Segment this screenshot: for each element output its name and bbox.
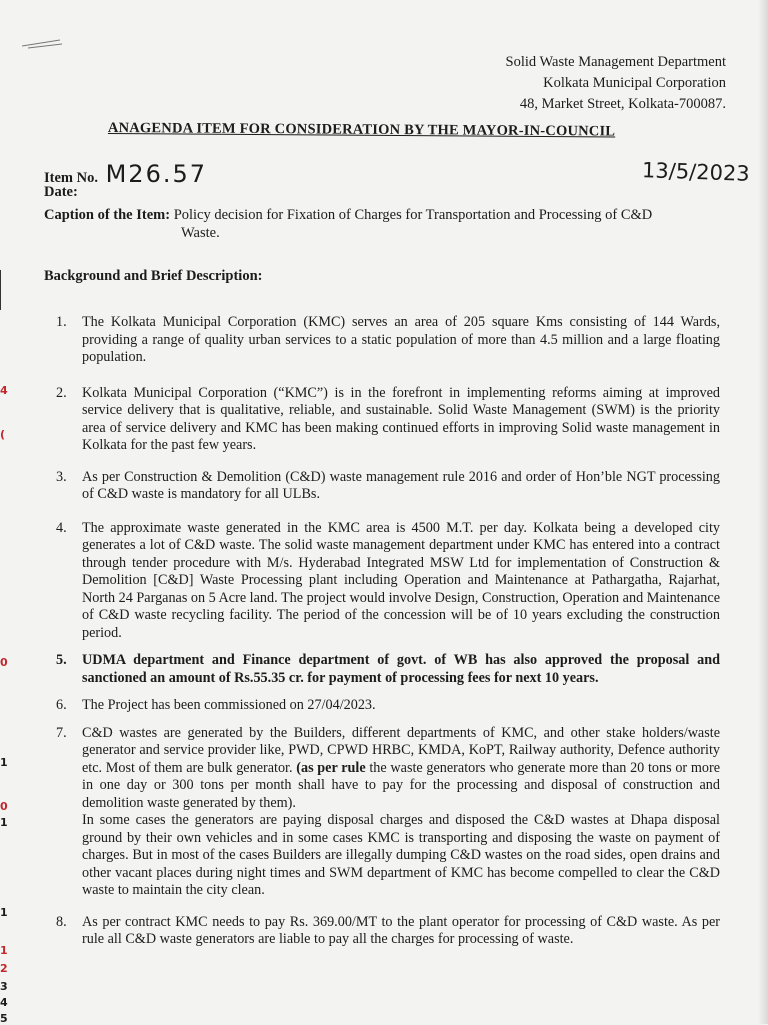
caption-of-item xyxy=(44,206,724,242)
left-margin-marks xyxy=(0,0,14,1024)
handwritten-date: 13/5/2023 xyxy=(641,158,751,186)
margin-mark: 4 xyxy=(0,996,8,1009)
date-label: Date: xyxy=(44,184,78,200)
item-no-value: M26.57 xyxy=(105,160,208,188)
margin-mark: 4 xyxy=(0,384,8,397)
list-item xyxy=(56,385,720,455)
list-number: 7. xyxy=(56,724,67,741)
caption-text-cont: Waste. xyxy=(181,225,220,241)
margin-mark: 1 xyxy=(0,756,8,769)
list-item xyxy=(56,697,720,715)
list-text: The approximate waste generated in the KMC area is 4500 M.T. per day. Kolkata being a developed city generates a lot of C&D waste. The solid waste management department under KMC has entered into a contract through tender procedure with M/s. Hyderabad Integrated MSW Ltd for implementation of Construction & Demolition [C&D] Waste Processing plant including Operation and Maintenance at Pathargatha, Rajarhat, North 24 Parganas on 5 Acre land. The project would involve Design, Construction, Operation and Maintenance of C&D waste recycling facility. The period of the concession will be of 10 years excluding the construction period. xyxy=(82,519,720,641)
agenda-title: ANAGENDA ITEM FOR CONSIDERATION BY THE MAYOR-IN-COUNCIL xyxy=(107,120,616,140)
margin-mark: 2 xyxy=(0,962,8,975)
margin-mark: 1 xyxy=(0,944,8,957)
list-number: 2. xyxy=(56,384,67,401)
list-text: As per contract KMC needs to pay Rs. 369.00/MT to the plant operator for processing of C&D waste. As per rule all C&D waste generators are liable to pay all the charges for processing of waste. xyxy=(82,913,720,947)
list-number: 4. xyxy=(56,519,67,536)
list-item xyxy=(56,520,720,643)
description-list xyxy=(56,314,720,949)
list-text-bold: (as per rule xyxy=(296,759,366,776)
margin-mark: 3 xyxy=(0,980,8,993)
margin-mark: ( xyxy=(0,428,6,441)
list-item xyxy=(56,314,720,367)
list-text: UDMA department and Finance department of govt. of WB has also approved the proposal and sanctioned an amount of Rs.55.35 cr. for payment of processing fees for next 10 years. xyxy=(82,652,720,686)
list-number: 6. xyxy=(56,697,67,713)
list-text: The Kolkata Municipal Corporation (KMC) serves an area of 205 square Kms consisting of 144 Wards, providing a range of quality urban services to a static population of more than 4.5 million and a large floating population. xyxy=(82,314,720,365)
list-text-part: the waste generators who generate more than 20 tons or more in one day or 300 tons per month shall have to pay for the processing and disposal of construction and demolition waste generated by them). xyxy=(82,759,720,811)
address-line-1: Solid Waste Management Department xyxy=(505,54,726,70)
caption-label: Caption of the Item: xyxy=(44,207,171,223)
list-item xyxy=(56,469,720,504)
department-address xyxy=(506,52,726,115)
caption-text: Policy decision for Fixation of Charges for Transportation and Processing of C&D xyxy=(173,207,653,223)
list-number: 3. xyxy=(56,468,67,485)
list-number: 1. xyxy=(56,314,67,330)
margin-mark: 1 xyxy=(0,906,8,919)
background-heading: Background and Brief Description: xyxy=(44,268,263,284)
list-text-part: In some cases the generators are paying disposal charges and disposed the C&D wastes at Dhapa disposal ground by their own vehicles and in some cases KMC is transporting and disposing the waste on payment of charges. But in most of the cases Builders are illegally dumping C&D wastes on the road sides, open drains and other vacant places during night times and SWM department of KMC has become compelled to clear the C&D waste to maintain the city clean. xyxy=(82,812,720,898)
margin-mark: 0 xyxy=(0,656,8,669)
margin-mark: 5 xyxy=(0,1012,8,1025)
list-text xyxy=(82,725,720,813)
list-text-part: C&D wastes are generated by the Builders, different departments of KMC, and other stake holders/waste generator and service provider like, PWD, CPWD HRBC, KMDA, KoPT, Railway authority, Defence authority etc. Most of them are bulk generator. xyxy=(82,724,720,776)
list-item xyxy=(56,914,720,949)
list-item xyxy=(56,725,720,900)
item-no-label: Item No. xyxy=(44,170,98,186)
list-text: As per Construction & Demolition (C&D) waste management rule 2016 and order of Hon’ble NGT processing of C&D waste is mandatory for all ULBs. xyxy=(82,468,720,502)
list-text: The Project has been commissioned on 27/04/2023. xyxy=(82,697,376,713)
list-number: 5. xyxy=(56,652,67,668)
page-edge-shadow xyxy=(758,0,768,1024)
list-item xyxy=(56,652,720,687)
address-line-3: 48, Market Street, Kolkata-700087. xyxy=(519,96,726,112)
address-line-2: Kolkata Municipal Corporation xyxy=(543,75,726,91)
list-text: Kolkata Municipal Corporation (“KMC”) is in the forefront in implementing reforms aiming at improved service delivery that is qualitative, reliable, and sustainable. Solid Waste Management (SWM) is the priority area of service delivery and KMC has been making continued efforts in improving Solid waste management in Kolkata for the past few years. xyxy=(82,384,720,453)
margin-mark: 0 xyxy=(0,800,8,813)
margin-mark: 1 xyxy=(0,816,8,829)
margin-line xyxy=(0,270,1,310)
pen-scribble xyxy=(20,36,64,50)
list-number: 8. xyxy=(56,913,67,930)
